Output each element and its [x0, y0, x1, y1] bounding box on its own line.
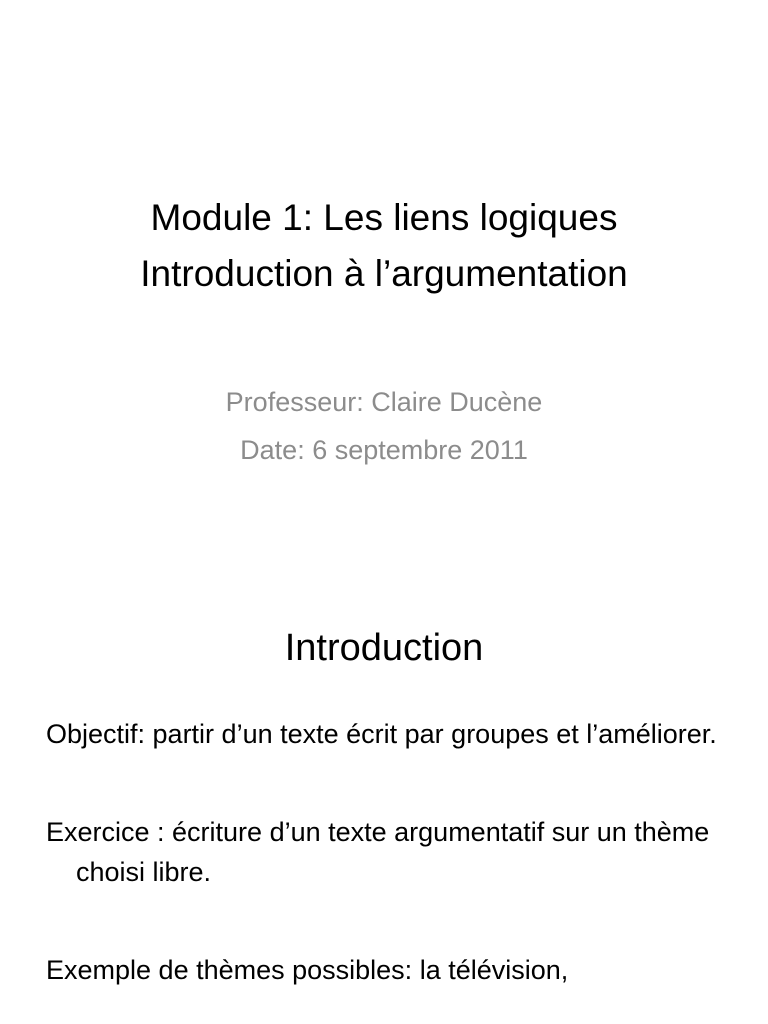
- bullet-objective: Objectif: partir d’un texte écrit par groupes et l’améliorer.: [46, 719, 717, 749]
- slide-subtitle: [0, 378, 768, 474]
- bullet-example-themes: Exemple de thèmes possibles: la télévision,: [46, 955, 569, 985]
- title-line-1: Module 1: Les liens logiques: [150, 197, 618, 238]
- slide-title: [0, 190, 768, 302]
- bullet-exercise: Exercice : écriture d’un texte argumentatif sur un thème choisi libre.: [46, 817, 710, 887]
- title-line-2: Introduction à l’argumentation: [140, 253, 628, 294]
- slide-title: Introduction: [284, 627, 484, 669]
- professor-line: Professeur: Claire Ducène: [225, 387, 543, 417]
- date-line: Date: 6 septembre 2011: [240, 435, 528, 465]
- introduction-slide: [0, 576, 768, 1024]
- bullet-list: [46, 714, 726, 1024]
